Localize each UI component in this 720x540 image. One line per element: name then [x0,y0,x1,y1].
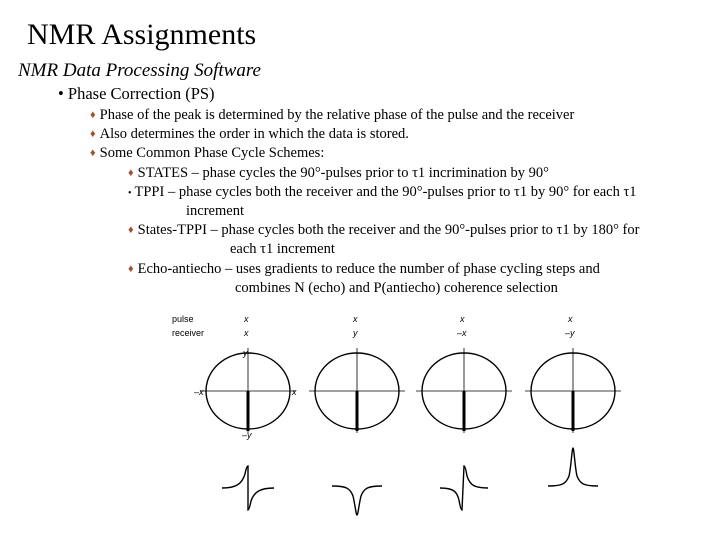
bullet-text: Phase of the peak is determined by the relative phase of the pulse and the receiver [99,107,575,123]
scheme-text-continued: increment [186,203,244,219]
diamond-bullet-icon: ♦ [128,167,134,179]
section-heading-text: Phase Correction (PS) [67,84,215,103]
y-axis-label: y [243,348,248,358]
bullet-item [90,145,324,162]
receiver-phase-label: –x [457,328,467,338]
bullet-item [90,126,409,143]
diamond-bullet-icon: ♦ [128,224,134,236]
minus-x-axis-label: –x [194,387,204,397]
bullet-item [90,107,574,124]
scheme-text: STATES – phase cycles the 90°-pulses prior to τ1 incrimination by 90° [137,165,549,181]
negative-absorption-peak-signal [332,486,382,515]
phase-cycle-diagram [160,308,640,533]
minus-y-axis-label: –y [242,430,252,440]
section-heading [58,84,215,104]
pulse-row-label: pulse [172,314,194,324]
pulse-phase-label: x [568,314,573,324]
dispersive-peak-signal [222,466,274,510]
diamond-bullet-icon: ♦ [90,109,96,121]
diamond-bullet-icon: ♦ [128,263,134,275]
phase-panel [309,314,405,515]
inverted-dispersive-peak-signal [440,466,488,510]
receiver-row-label: receiver [172,328,205,338]
receiver-phase-label: –y [565,328,575,338]
scheme-item [128,184,637,201]
x-axis-label: x [292,387,297,397]
phase-panel [525,314,621,486]
scheme-text: TPPI – phase cycles both the receiver and the 90°-pulses prior to τ1 by 90° for each τ1 [134,184,637,200]
bullet-text: Also determines the order in which the data is stored. [99,126,409,142]
page-title: NMR Assignments [27,18,257,51]
phase-panel [193,314,297,510]
scheme-text-continued: each τ1 increment [230,241,335,257]
scheme-text: States-TPPI – phase cycles both the receiver and the 90°-pulses prior to τ1 by 180° for [137,222,640,238]
pulse-phase-label: x [353,314,358,324]
bullet-text: Some Common Phase Cycle Schemes: [99,145,325,161]
diamond-bullet-icon: ♦ [90,128,96,140]
scheme-text-continued: combines N (echo) and P(antiecho) coherence selection [235,280,558,296]
scheme-item [128,222,639,239]
scheme-text: Echo-antiecho – uses gradients to reduce the number of phase cycling steps and [137,261,600,277]
scheme-item [128,261,600,278]
receiver-phase-label: x [244,328,249,338]
page-subtitle: NMR Data Processing Software [18,60,261,81]
section-bullet: • [58,84,68,103]
receiver-phase-label: y [353,328,358,338]
dot-bullet-icon: • [128,188,132,199]
diamond-bullet-icon: ♦ [90,147,96,159]
positive-absorption-peak-signal [548,448,598,486]
pulse-phase-label: x [460,314,465,324]
phase-panel [416,314,512,510]
pulse-phase-label: x [244,314,249,324]
scheme-item [128,165,549,182]
